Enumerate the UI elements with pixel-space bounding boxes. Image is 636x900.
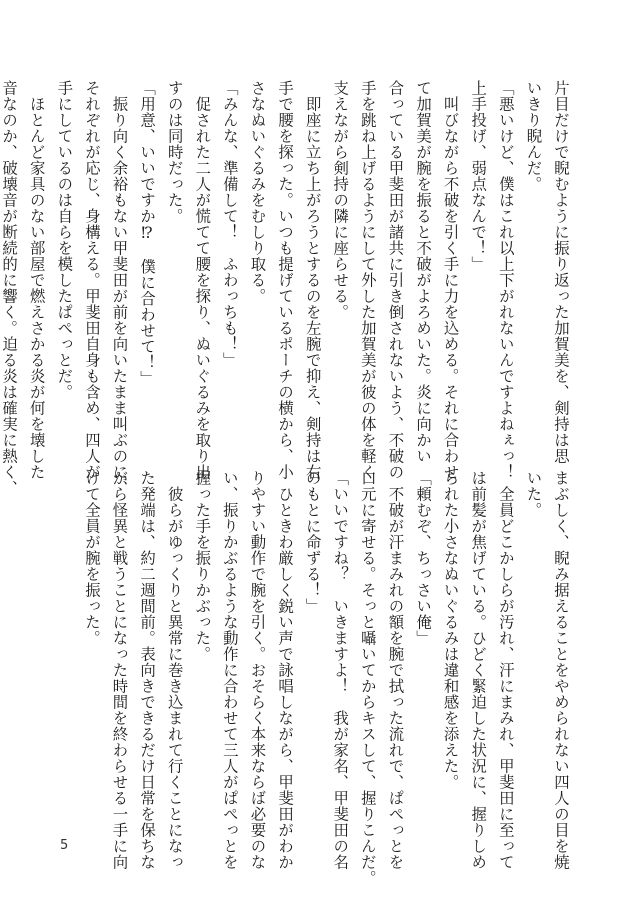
text-line: 叫びながら不破を引く手に力を込める。それに合わせ [441,80,460,480]
text-line: 手を跳ね上げるようにして外した加賀美が彼の体を軽く [358,80,377,480]
text-line: ひときわ厳しく鋭い声で詠唱しながら、甲斐田がわか [276,470,295,870]
text-line: 上手投げ、弱点なんで！」 [469,80,488,272]
text-line: 「頼むぞ、ちっさい俺」 [414,470,433,646]
text-line: いきり睨んだ。 [524,80,543,192]
text-line: は前髪が焦げている。ひどく緊迫した状況に、握りしめ [469,470,488,870]
text-line: 「みんな、準備して！ ふわっちも！」 [220,80,239,368]
text-line: まぶしく、睨み据えることをやめられない四人の目を焼 [552,470,570,870]
text-line: さなぬいぐるみをむしり取る。 [248,80,267,304]
lower-text-block [77,470,574,886]
text-line: 全員どこかしらが汚れ、汗にまみれ、甲斐田に至って [496,470,515,870]
text-line: 握った手を振りかぶった。 [193,470,212,662]
text-line: 片目だけで睨むように振り返った加賀美を、剣持は思 [552,80,570,464]
text-line: すのは同時だった。 [165,80,184,224]
upper-text-block [0,80,574,496]
text-line: 「用意、いいですか⁉ 僕に合わせて！」 [138,80,157,387]
text-line: 手にしているのは自らを模したぱぺっとだ。 [55,80,74,400]
text-line: い、振りかぶるような動作に合わせて三人がぱぺっとを [220,470,239,870]
page-number: 5 [60,838,69,853]
text-line: りやすい動作で腕を引く。おそらく本来ならば必要のな [248,470,267,870]
text-line: 促された二人が慌てて腰を探り、ぬいぐるみを取り出 [193,80,212,480]
text-line: 振り向く余裕もない甲斐田が前を向いたまま叫ぶのに、 [110,80,129,496]
text-line: それぞれが応じ、身構える。甲斐田自身も含め、四人が [82,80,101,480]
text-line: いた。 [524,470,543,518]
text-line: 口元に寄せる。そっと囁いてからキスして、握りこんだ。 [358,470,377,886]
text-line: 合っている甲斐田が諸共に引き倒されないよう、不破の [386,80,405,480]
text-line: のもとに命ずる！」 [303,470,322,614]
text-line: 支えながら剣持の隣に座らせる。 [331,80,350,320]
text-line: 彼らがゆっくりと異常に巻き込まれて行くことになっ [165,470,184,870]
text-line: けて全員が腕を振った。 [82,470,101,646]
text-line: 手で腰を探った。いつも提げているポーチの横から、小 [276,80,295,480]
text-line: 「いいですね？ いきますよ！ 我が家名、甲斐田の名 [331,470,350,870]
text-line: 即座に立ち上がろうとするのを左腕で抑え、剣持は右 [303,80,322,480]
text-line: 「悪いけど、僕はこれ以上下がれないんですよねぇっ！ [496,80,515,480]
text-line: がら怪異と戦うことになった時間を終わらせる一手に向 [110,470,129,870]
text-line: 不破が汗まみれの額を腕で拭った流れで、ぱぺっとを [386,470,405,870]
text-line: 音なのか、破壊音が断続的に響く。迫る炎は確実に熱く、 [0,80,19,496]
text-line: ほとんど家具のない部屋で燃えさかる炎が何を壊した [27,80,46,480]
text-line: て加賀美が腕を振ると不破がよろめいた。炎に向かい [414,80,433,464]
text-line: た発端は、約二週間前。表向きできるだけ日常を保ちな [138,470,157,870]
text-line: られた小さなぬいぐるみは違和感を添えた。 [441,470,460,790]
